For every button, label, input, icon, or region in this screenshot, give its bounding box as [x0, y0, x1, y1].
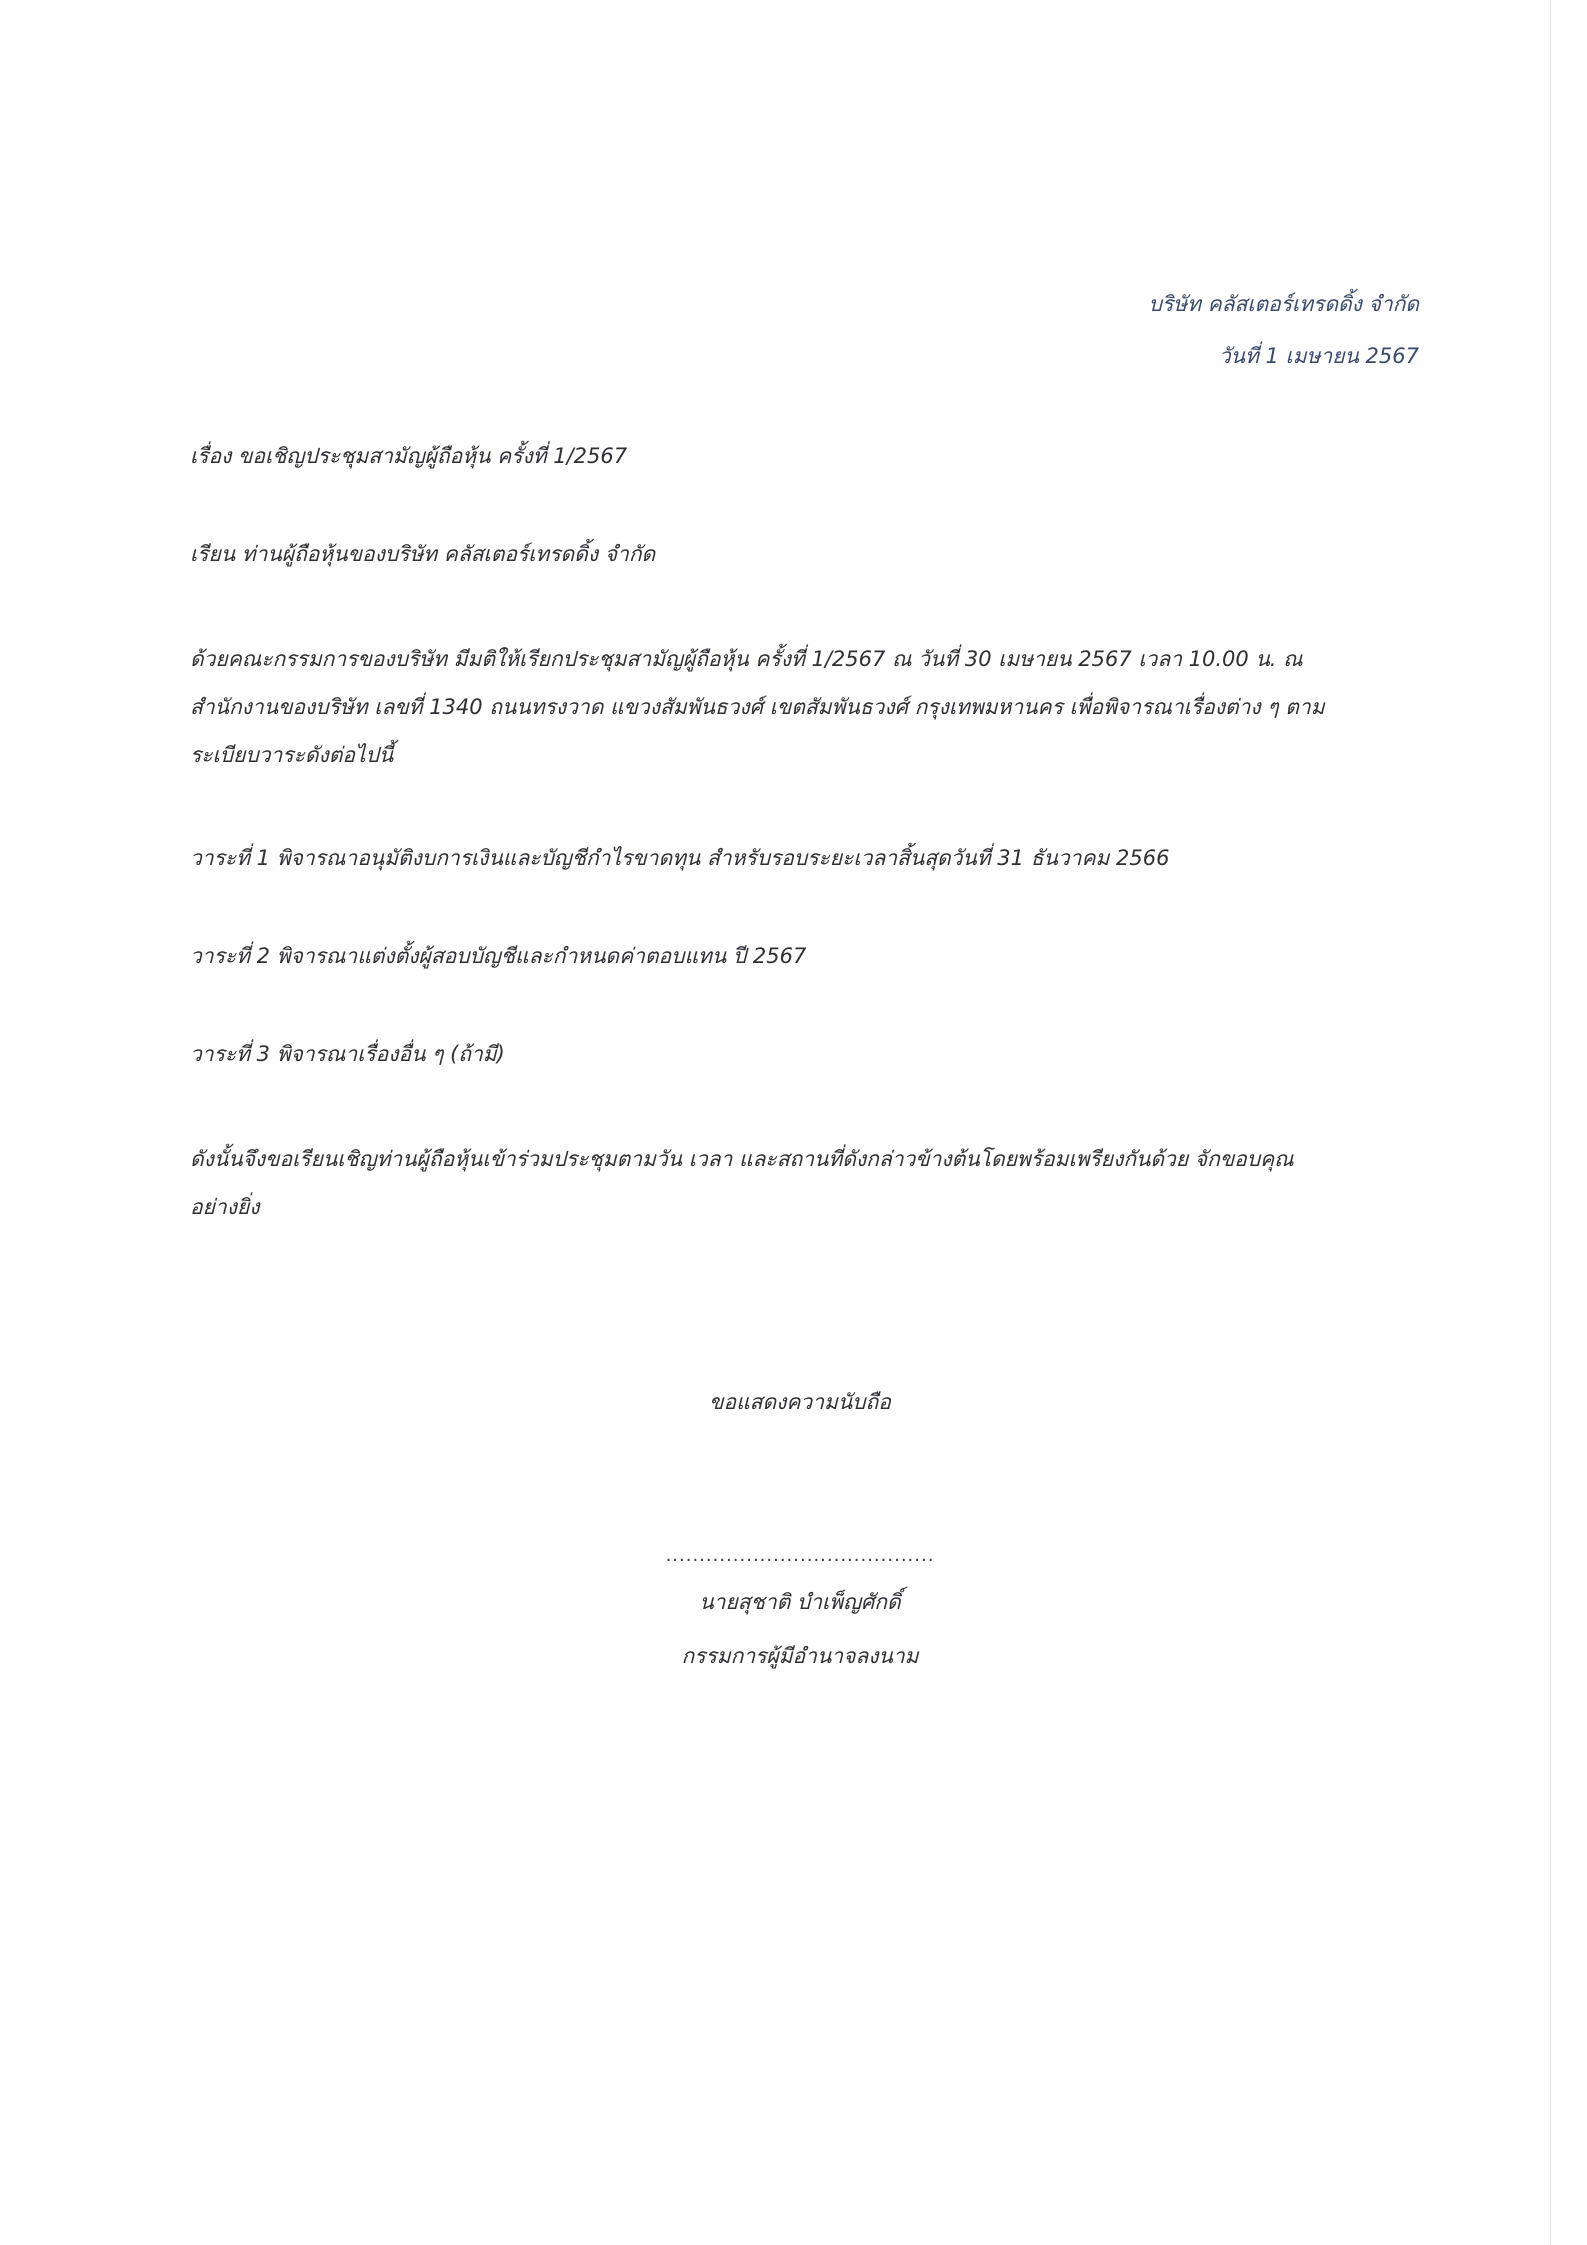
agenda-item-2: วาระที่ 2 พิจารณาแต่งตั้งผู้สอบบัญชีและกำหนดค่าตอบแทน ปี 2567: [190, 944, 807, 968]
intro-paragraph: [190, 635, 1400, 779]
closing-paragraph: [190, 1135, 1400, 1231]
letter-date: วันที่ 1 เมษายน 2567: [1218, 344, 1419, 368]
agenda-item-1: วาระที่ 1 พิจารณาอนุมัติงบการเงินและบัญชีกำไรขาดทุน สำหรับรอบระยะเวลาสิ้นสุดวันที่ 31 ธันวาคม 2566: [190, 846, 1170, 870]
letter-subject: เรื่อง ขอเชิญประชุมสามัญผู้ถือหุ้น ครั้งที่ 1/2567: [190, 444, 628, 468]
closing-line: อย่างยิ่ง: [190, 1195, 260, 1219]
company-name: บริษัท คลัสเตอร์เทรดดิ้ง จำกัด: [1148, 292, 1419, 316]
signatory-name: นายสุชาติ บำเพ็ญศักดิ์: [699, 1590, 901, 1614]
intro-line: สำนักงานของบริษัท เลขที่ 1340 ถนนทรงวาด แขวงสัมพันธวงศ์ เขตสัมพันธวงศ์ กรุงเทพมหานคร เพื่อพิจารณาเรื่องต่าง ๆ ตาม: [190, 695, 1325, 719]
scan-edge: [1550, 0, 1551, 2245]
signatory-title: กรรมการผู้มีอำนาจลงนาม: [681, 1644, 919, 1668]
intro-line: ระเบียบวาระดังต่อไปนี้: [190, 743, 394, 767]
agenda-item-3: วาระที่ 3 พิจารณาเรื่องอื่น ๆ (ถ้ามี): [190, 1042, 505, 1066]
letter-recipient: เรียน ท่านผู้ถือหุ้นของบริษัท คลัสเตอร์เทรดดิ้ง จำกัด: [190, 542, 656, 566]
signature-line: ........................................: [665, 1545, 935, 1566]
intro-line: ด้วยคณะกรรมการของบริษัท มีมติให้เรียกประชุมสามัญผู้ถือหุ้น ครั้งที่ 1/2567 ณ วันที่ 30 เมษายน 2567 เวลา 10.00 น. ณ: [190, 647, 1303, 671]
closing-line: ดังนั้นจึงขอเรียนเชิญท่านผู้ถือหุ้นเข้าร่วมประชุมตามวัน เวลา และสถานที่ดังกล่าวข้างต้นโดยพร้อมเพรียงกันด้วย จักขอบคุณ: [190, 1147, 1294, 1171]
regards-text: ขอแสดงความนับถือ: [709, 1390, 891, 1414]
